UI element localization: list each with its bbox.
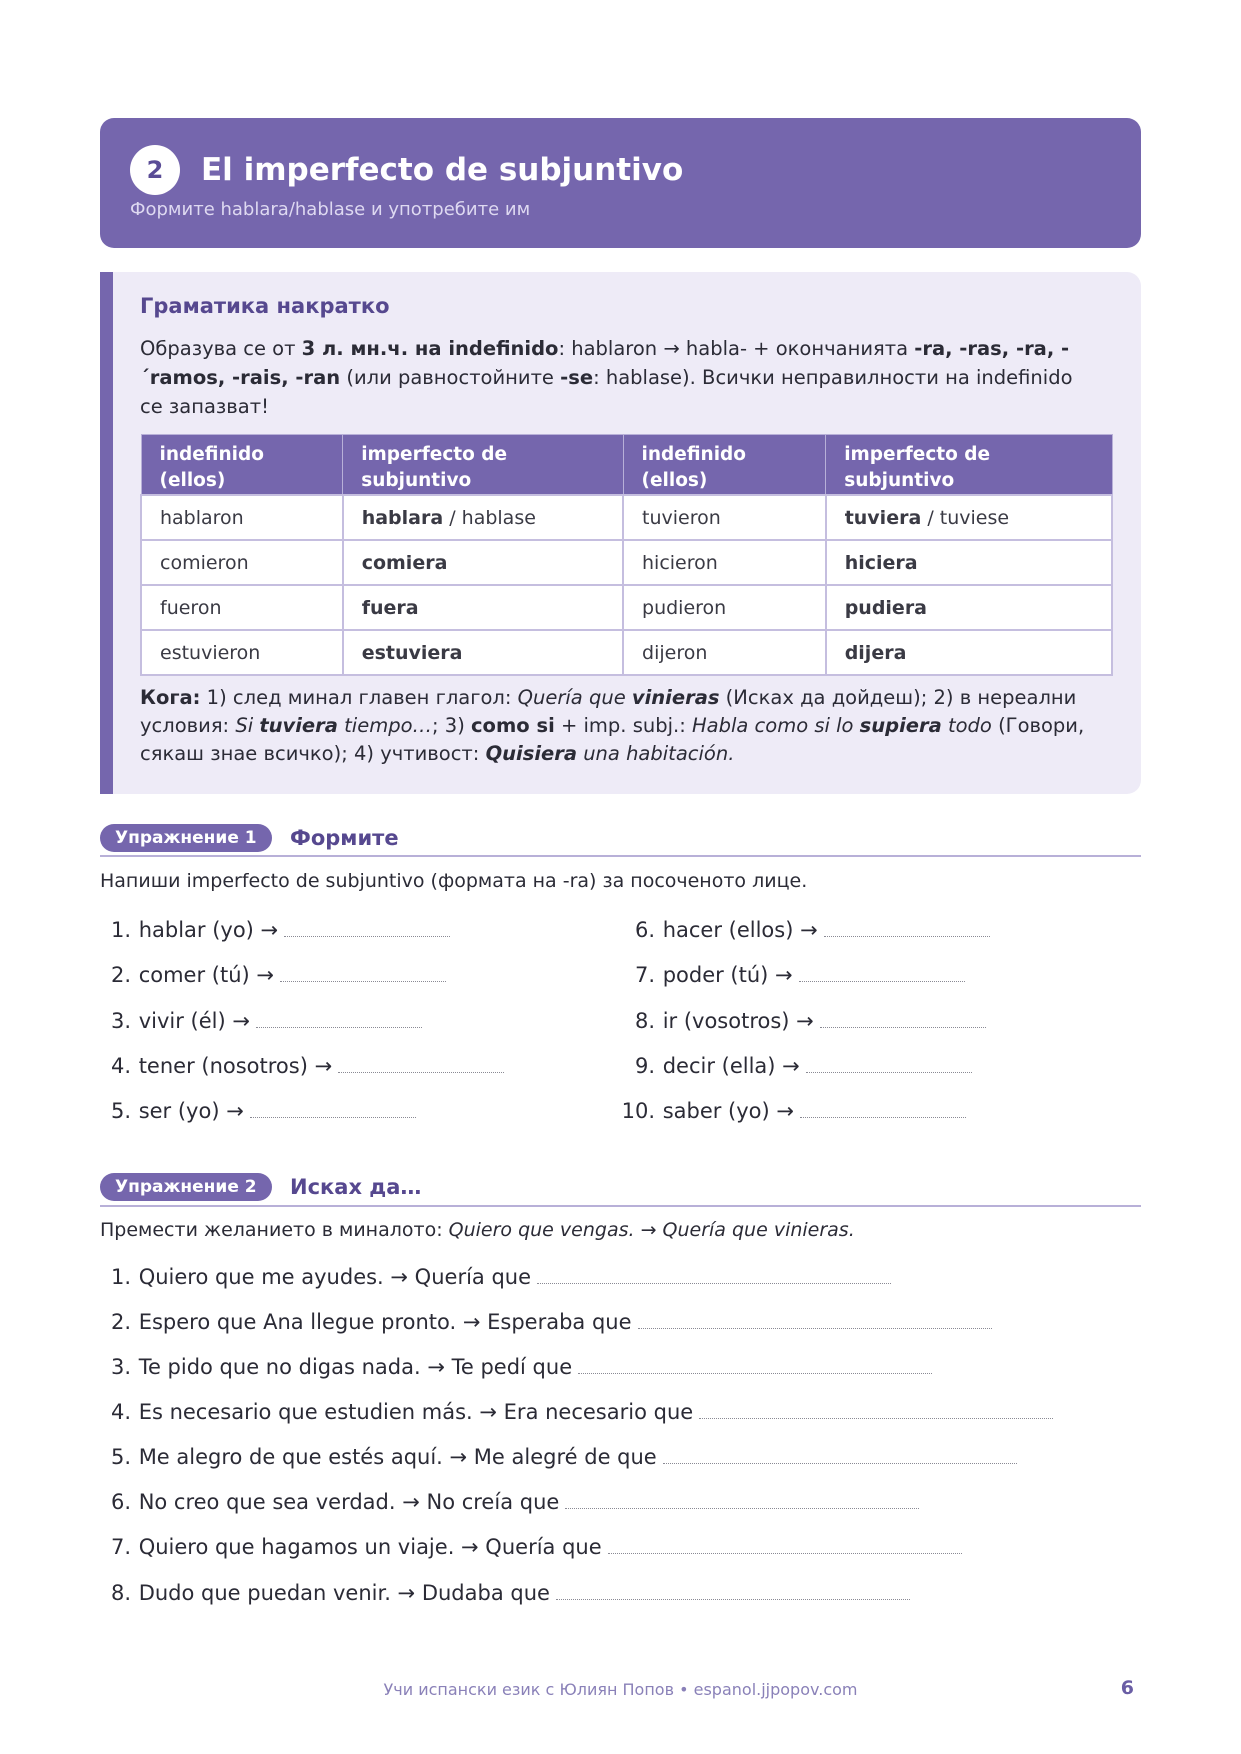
list-item: [96, 1096, 416, 1126]
answer-blank[interactable]: [799, 981, 965, 982]
item-prompt: tener (nosotros) →: [138, 1054, 333, 1078]
usage-example: una habitación.: [577, 742, 735, 765]
cell-bold: tuviera: [844, 506, 922, 529]
item-prompt: Espero que Ana llegue pronto. → Esperaba que: [138, 1310, 632, 1334]
item-number: 7.: [634, 963, 655, 987]
usage-notes: [140, 684, 1115, 768]
list-item: [96, 1352, 932, 1382]
exercise-1-title: Формите: [290, 826, 399, 850]
list-item: [96, 960, 446, 990]
answer-blank[interactable]: [608, 1553, 962, 1554]
exercise-1-instruction: Напиши imperfecto de subjuntivo (формата на -ra) за посоченото лице.: [100, 870, 808, 892]
answer-blank[interactable]: [699, 1418, 1053, 1419]
usage-bold: como si: [471, 714, 555, 737]
cell-bold: dijera: [844, 641, 907, 664]
item-prompt: No creo que sea verdad. → No creía que: [138, 1490, 560, 1514]
exercise-1-pill: Упражнение 1: [100, 824, 272, 852]
usage-example-bold: vinieras: [631, 686, 720, 709]
exercise-2-instruction: [100, 1219, 855, 1241]
list-item: [620, 960, 965, 990]
chapter-title: El imperfecto de subjuntivo: [201, 152, 684, 188]
table-cell: fueron: [141, 585, 343, 630]
exercise-2-header: [100, 1167, 1141, 1207]
table-cell: comieron: [141, 540, 343, 585]
intro-bold: -ra, -ras, -ra, -´ramos, -rais, -ran: [140, 337, 1070, 389]
list-item: [620, 915, 990, 945]
list-item: [620, 1096, 966, 1126]
table-cell: tuvieron: [623, 495, 826, 540]
usage-text: 1) след минал главен глагол:: [200, 686, 518, 709]
table-row: [141, 540, 1112, 585]
item-number: 3.: [110, 1355, 131, 1379]
item-prompt: hablar (yo) →: [138, 918, 279, 942]
table-cell: [826, 585, 1112, 630]
page-number: 6: [1120, 1677, 1134, 1699]
item-number: 8.: [634, 1009, 655, 1033]
table-cell: [826, 630, 1112, 675]
intro-text: : hablase). Всички неправилности на indefinido се запазват!: [140, 366, 1073, 418]
cell-bold: hablara: [361, 506, 444, 529]
list-item: [96, 1262, 891, 1292]
page-footer: Учи испански език с Юлиян Попов • espanol.jjpopov.com: [383, 1680, 858, 1699]
instruction-example: Quiero que vengas. → Quería que vinieras.: [448, 1219, 855, 1241]
item-number: 6.: [634, 918, 655, 942]
exercise-2-title: Исках да…: [290, 1175, 422, 1199]
grammar-heading: Граматика накратко: [140, 294, 390, 318]
list-item: [96, 1051, 504, 1081]
usage-example-bold: Quisiera: [485, 742, 577, 765]
usage-text: (Исках да дойдеш); 2) в нереални условия:: [140, 686, 1077, 737]
item-number: 8.: [110, 1581, 131, 1605]
table-cell: estuvieron: [141, 630, 343, 675]
usage-text: + imp. subj.:: [554, 714, 692, 737]
answer-blank[interactable]: [806, 1072, 972, 1073]
cell-rest: / tuviese: [921, 506, 1010, 529]
table-cell: [343, 585, 623, 630]
item-prompt: comer (tú) →: [138, 963, 274, 987]
item-prompt: Es necesario que estudien más. → Era necesario que: [138, 1400, 694, 1424]
table-cell: [826, 495, 1112, 540]
list-item: [96, 1578, 910, 1608]
table-header: indefinido (ellos): [141, 435, 343, 496]
answer-blank[interactable]: [284, 936, 450, 937]
item-number: 4.: [110, 1054, 131, 1078]
list-item: [96, 915, 450, 945]
item-number: 1.: [110, 918, 131, 942]
intro-text: (или равностойните: [340, 366, 561, 389]
usage-example: Quería que: [517, 686, 632, 709]
exercise-1-divider: [100, 855, 1141, 857]
table-row: [141, 495, 1112, 540]
item-number: 5.: [110, 1445, 131, 1469]
chapter-subtitle: Формите hablara/hablase и употребите им: [130, 199, 531, 220]
answer-blank[interactable]: [338, 1072, 504, 1073]
item-number: 3.: [110, 1009, 131, 1033]
list-item: [96, 1532, 962, 1562]
item-number: 1.: [110, 1265, 131, 1289]
item-number: 2.: [110, 1310, 131, 1334]
table-cell: [826, 540, 1112, 585]
usage-example: Si: [235, 714, 260, 737]
answer-blank[interactable]: [256, 1027, 422, 1028]
list-item: [620, 1006, 986, 1036]
intro-text: : hablaron → habla- + окончанията: [558, 337, 915, 360]
answer-blank[interactable]: [556, 1599, 910, 1600]
answer-blank[interactable]: [280, 981, 446, 982]
item-prompt: Me alegro de que estés aquí. → Me alegré de que: [138, 1445, 657, 1469]
list-item: [96, 1487, 919, 1517]
table-row: [141, 585, 1112, 630]
cell-bold: hiciera: [844, 551, 918, 574]
list-item: [96, 1006, 422, 1036]
answer-blank[interactable]: [820, 1027, 986, 1028]
table-cell: [343, 495, 623, 540]
list-item: [620, 1051, 972, 1081]
intro-bold: -se: [560, 366, 594, 389]
usage-example-bold: tuviera: [259, 714, 338, 737]
item-prompt: decir (ella) →: [662, 1054, 800, 1078]
exercise-2-pill: Упражнение 2: [100, 1173, 272, 1201]
intro-bold: 3 л. мн.ч. на indefinido: [301, 337, 559, 360]
item-prompt: Quiero que me ayudes. → Quería que: [138, 1265, 532, 1289]
answer-blank[interactable]: [537, 1283, 891, 1284]
item-number: 7.: [110, 1535, 131, 1559]
table-header: imperfecto de subjuntivo: [343, 435, 623, 496]
item-prompt: Dudo que puedan venir. → Dudaba que: [138, 1581, 550, 1605]
cell-rest: / hablase: [443, 506, 536, 529]
usage-text: ; 3): [432, 714, 471, 737]
chapter-header: [100, 118, 1141, 248]
answer-blank[interactable]: [250, 1117, 416, 1118]
item-prompt: poder (tú) →: [662, 963, 793, 987]
table-cell: [343, 540, 623, 585]
exercise-2-divider: [100, 1205, 1141, 1207]
list-item: [96, 1442, 1017, 1472]
table-header-row: [141, 435, 1112, 496]
item-number: 2.: [110, 963, 131, 987]
table-cell: dijeron: [623, 630, 826, 675]
exercise-1-header: [100, 818, 1141, 858]
item-prompt: Te pido que no digas nada. → Te pedí que: [138, 1355, 573, 1379]
table-header: imperfecto de subjuntivo: [826, 435, 1112, 496]
answer-blank[interactable]: [663, 1463, 1017, 1464]
cell-bold: comiera: [361, 551, 448, 574]
instruction-text: Премести желанието в миналото:: [100, 1219, 449, 1241]
item-prompt: ir (vosotros) →: [662, 1009, 814, 1033]
usage-example-bold: supiera: [859, 714, 942, 737]
table-cell: pudieron: [623, 585, 826, 630]
usage-example: tiempo…: [337, 714, 433, 737]
item-number: 4.: [110, 1400, 131, 1424]
usage-example: todo: [941, 714, 992, 737]
item-number: 5.: [110, 1099, 131, 1123]
table-cell: hablaron: [141, 495, 343, 540]
conjugation-table: [140, 434, 1113, 676]
answer-blank[interactable]: [824, 936, 990, 937]
item-prompt: saber (yo) →: [662, 1099, 794, 1123]
table-cell: hicieron: [623, 540, 826, 585]
item-prompt: hacer (ellos) →: [662, 918, 818, 942]
table-cell: [343, 630, 623, 675]
item-number: 10.: [621, 1099, 655, 1123]
answer-blank[interactable]: [638, 1328, 992, 1329]
usage-text: (Говори, сякаш знае всичко); 4) учтивост:: [140, 714, 1085, 765]
cell-bold: pudiera: [844, 596, 928, 619]
answer-blank[interactable]: [578, 1373, 932, 1374]
item-number: 6.: [110, 1490, 131, 1514]
intro-text: Образува се от: [140, 337, 302, 360]
cell-bold: fuera: [361, 596, 419, 619]
list-item: [96, 1307, 992, 1337]
list-item: [96, 1397, 1053, 1427]
answer-blank[interactable]: [800, 1117, 966, 1118]
table-header: indefinido (ellos): [623, 435, 826, 496]
cell-bold: estuviera: [361, 641, 463, 664]
grammar-intro: [140, 334, 1100, 421]
item-prompt: ser (yo) →: [138, 1099, 244, 1123]
usage-example: Habla como si lo: [691, 714, 860, 737]
item-number: 9.: [634, 1054, 655, 1078]
table-row: [141, 630, 1112, 675]
item-prompt: vivir (él) →: [138, 1009, 250, 1033]
item-prompt: Quiero que hagamos un viaje. → Quería que: [138, 1535, 602, 1559]
usage-label: Кога:: [140, 686, 201, 709]
grammar-box: [100, 272, 1141, 794]
answer-blank[interactable]: [565, 1508, 919, 1509]
chapter-number-badge: 2: [130, 145, 180, 195]
